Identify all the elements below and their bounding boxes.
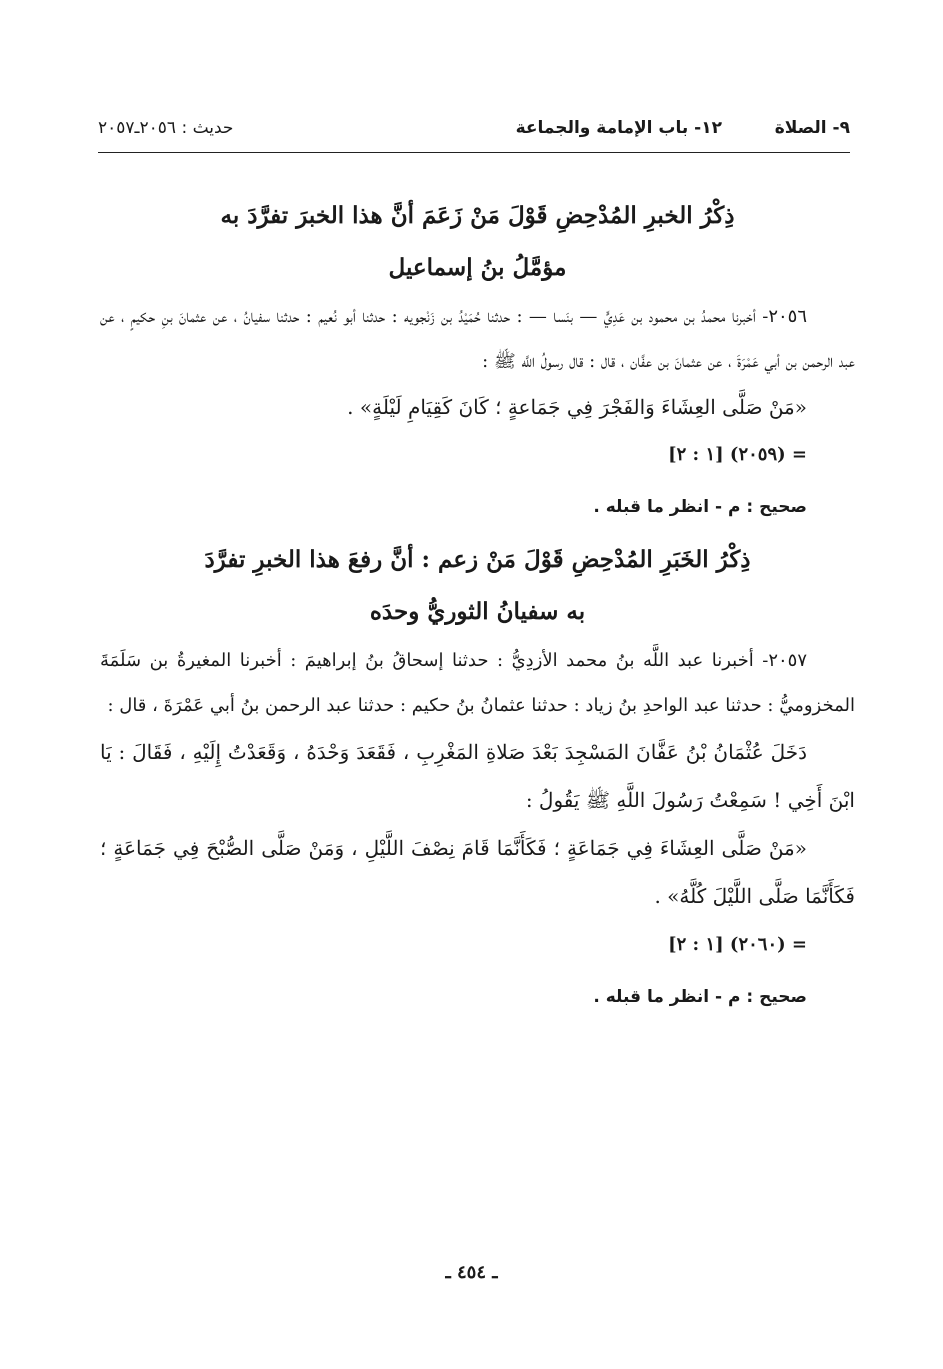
chapter-title: ١٢- باب الإمامة والجماعة: [515, 118, 722, 138]
section-title-line: ذِكْرُ الخَبَرِ المُدْحِضِ قَوْلَ مَنْ زعم : أنَّ رفعَ هذا الخبرِ تفرَّدَ: [204, 546, 751, 573]
hadith-text: «مَنْ صَلَّى العِشَاءَ وَالفَجْرَ فِي جَمَاعةٍ ؛ كَانَ كَقِيَامِ لَيْلَةٍ» .: [347, 395, 807, 419]
running-header: [98, 112, 850, 148]
cross-reference: = (٢٠٦٠) [١ : ٢]: [668, 934, 807, 955]
isnad-paragraph: ٢٠٥٧- أخبرنا عبد اللَّه بنُ محمد الأزدِيُّ : حدثنا إسحاقُ بنُ إبراهيمَ : أخبرنا المغيرةُ بن سَلَمَةَ المخزوميُّ : حدثنا عبد الواحدِ بنُ زياد : حدثنا عثمانُ بنُ حكيم : حدثنا عبد الرحمن بنُ أبي عَمْرَةَ ، قال :: [100, 650, 855, 716]
hadith-section: [100, 534, 855, 1024]
grading-note: صحيح : م - انظر ما قبله .: [593, 987, 807, 1007]
page-number: ـ ٤٥٤ ـ: [445, 1262, 498, 1283]
page-body: [100, 190, 855, 1024]
cross-reference: = (٢٠٥٩) [١ : ٢]: [668, 444, 807, 465]
narrative-paragraph: دَخَلَ عُثْمَانُ بْنُ عَفَّانَ المَسْجِدَ بَعْدَ صَلاةِ المَغْرِبِ ، فَقَعَدَ وَحْدَهُ ، وَقَعَدْتُ إِلَيْهِ ، فَقَالَ : يَا ابْنَ أَخِي ! سَمِعْتُ رَسُولَ اللَّهِ ﷺ يَقُولُ :: [100, 740, 855, 812]
grading-note: صحيح : م - انظر ما قبله .: [593, 497, 807, 517]
section-title-line: مؤمَّلُ بنُ إسماعيل: [388, 254, 567, 281]
hadith-section: [100, 190, 855, 534]
hadith-text: «مَنْ صَلَّى العِشَاءَ فِي جَمَاعَةٍ ؛ فَكَأَنَّمَا قَامَ نِصْفَ اللَّيْلِ ، وَمَنْ صَلَّى الصُّبْحَ فِي جَمَاعَةٍ ؛ فَكَأَنَّمَا صَلَّى اللَّيْلَ كُلَّهُ» .: [100, 836, 855, 908]
hadith-range: حديث : ٢٠٥٦ـ٢٠٥٧: [98, 118, 234, 138]
book-title: ٩- الصلاة: [774, 118, 850, 138]
section-title-line: به سفيانُ الثوريُّ وحدَه: [369, 598, 586, 625]
section-title-line: ذِكْرُ الخبرِ المُدْحِضِ قَوْلَ مَنْ زَعَمَ أنَّ هذا الخبرَ تفرَّدَ به: [220, 202, 735, 229]
header-rule: [98, 152, 850, 153]
isnad-paragraph: ٢٠٥٦- أخبرنا محمدُ بن محمود بن عَدِيٍّ — بنَسا — : حدثنا حُمَيْدُ بن زَنْجويه : حدثنا أبو نُعيم : حدثنا سفيانُ ، عن عثمانَ بنِ حكيمٍ ، عن عبد الرحمن بن أبي عَمْرَةَ ، عن عثمانَ بن عفَّان ، قال : قال رسولُ اللَّه ﷺ :: [100, 306, 855, 372]
